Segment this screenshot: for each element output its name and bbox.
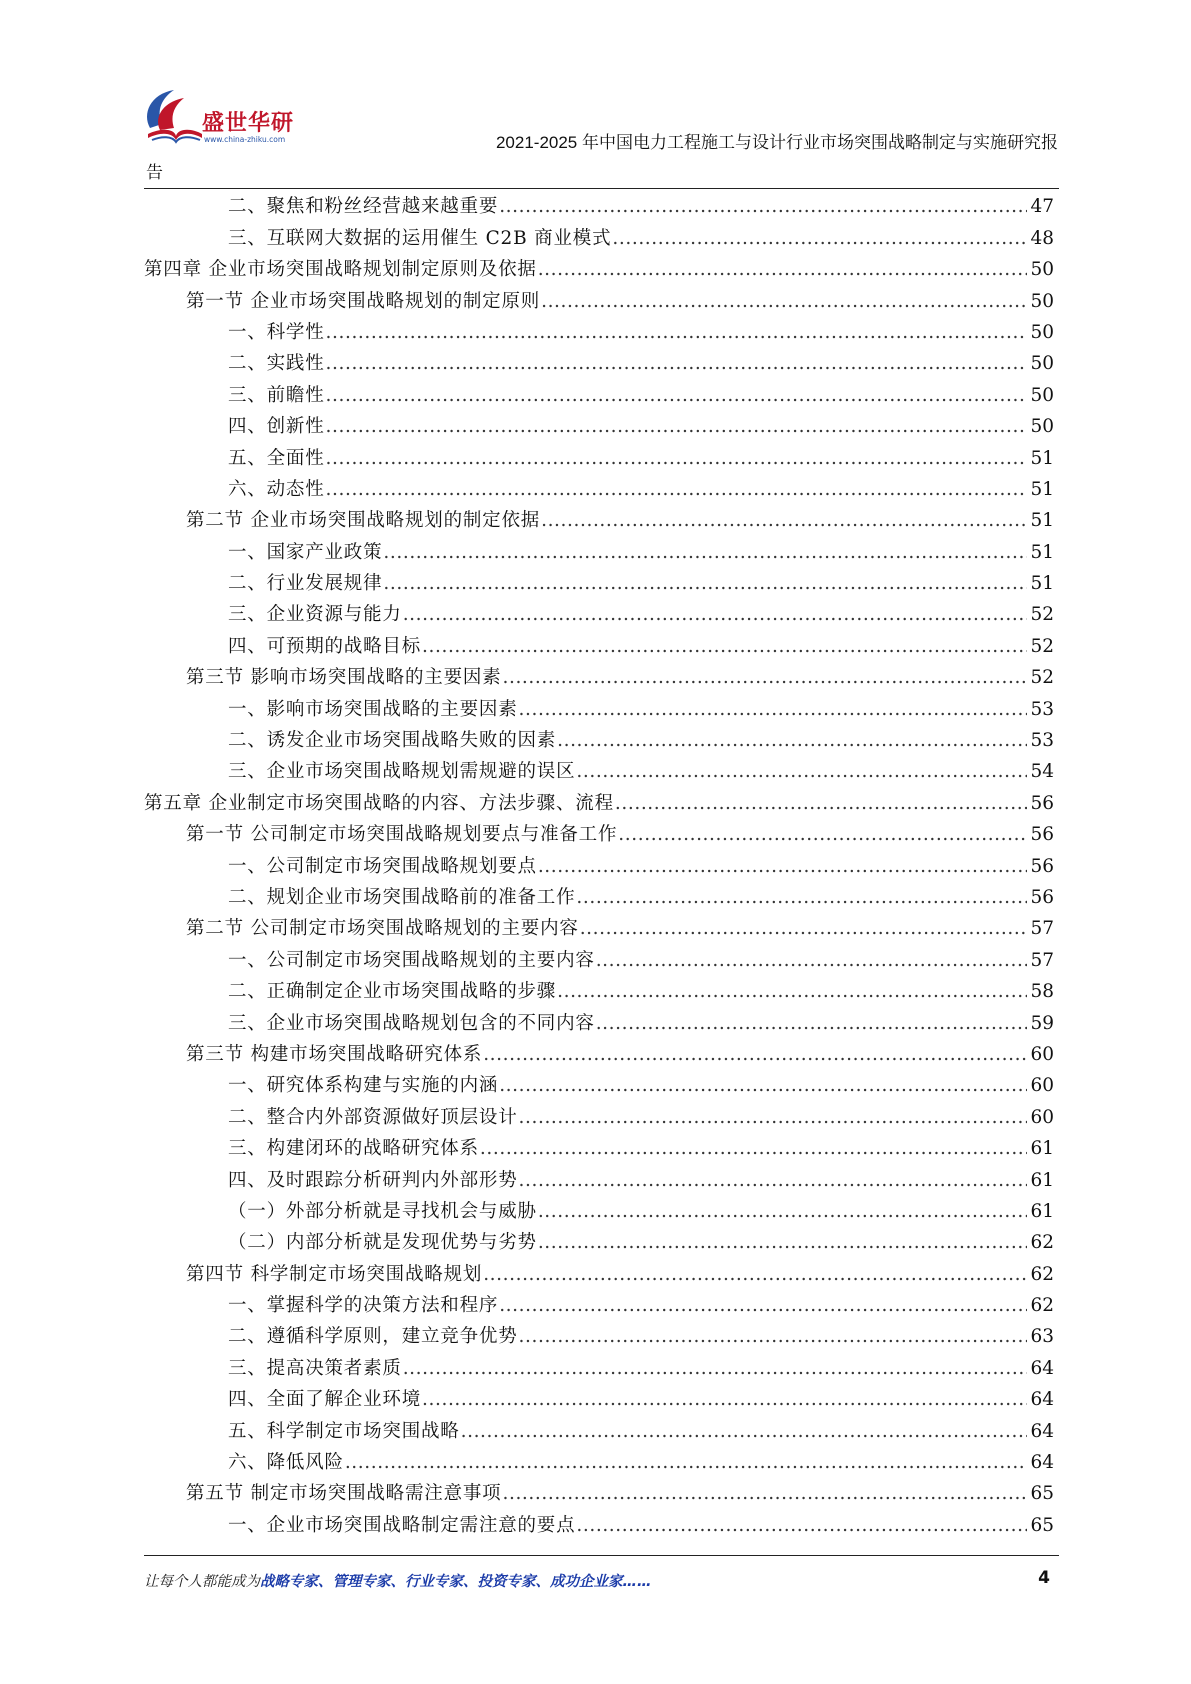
toc-entry[interactable] (144, 411, 1054, 442)
toc-entry[interactable] (144, 1258, 1054, 1289)
toc-dot-leader (576, 1515, 1027, 1541)
toc-entry[interactable] (144, 882, 1054, 913)
toc-entry-page: 48 (1030, 227, 1054, 249)
toc-entry[interactable] (144, 1164, 1054, 1195)
toc-entry-label: 第三节 影响市场突围战略的主要因素 (186, 667, 502, 693)
report-title-line1: 2021-2025 年中国电力工程施工与设计行业市场突围战略制定与实施研究报 (495, 133, 1058, 152)
toc-entry-page: 51 (1030, 573, 1054, 595)
toc-dot-leader (326, 322, 1027, 348)
toc-entry-page: 52 (1030, 635, 1054, 657)
toc-entry[interactable] (144, 1478, 1054, 1509)
toc-dot-leader (480, 1138, 1027, 1164)
toc-entry-page: 62 (1030, 1263, 1054, 1285)
toc-entry-label: 六、动态性 (228, 479, 326, 505)
toc-entry[interactable] (144, 944, 1054, 975)
toc-dot-leader (483, 1044, 1027, 1070)
toc-entry[interactable] (144, 662, 1054, 693)
toc-dot-leader (612, 228, 1027, 254)
toc-entry[interactable] (144, 787, 1054, 818)
toc-entry-page: 65 (1030, 1483, 1054, 1505)
page-number: 4 (1038, 1568, 1050, 1588)
toc-entry[interactable] (144, 1509, 1054, 1540)
toc-dot-leader (519, 699, 1027, 725)
toc-entry[interactable] (144, 1415, 1054, 1446)
toc-entry-page: 53 (1030, 698, 1054, 720)
toc-entry-label: 三、前瞻性 (228, 385, 326, 411)
logo-url: www.china-zhiku.com (204, 135, 286, 144)
toc-entry-page: 50 (1030, 384, 1054, 406)
toc-entry-page: 47 (1030, 196, 1054, 218)
toc-dot-leader (483, 1264, 1027, 1290)
toc-dot-leader (519, 1170, 1027, 1196)
toc-entry[interactable] (144, 1007, 1054, 1038)
toc-entry-label: 第五章 企业制定市场突围战略的内容、方法步骤、流程 (144, 793, 615, 819)
toc-dot-leader (422, 1389, 1027, 1415)
toc-entry-label: 第二节 企业市场突围战略规划的制定依据 (186, 510, 541, 536)
toc-entry-page: 52 (1030, 667, 1054, 689)
toc-entry-label: 六、降低风险 (228, 1452, 345, 1478)
toc-entry-page: 64 (1030, 1389, 1054, 1411)
toc-entry-page: 65 (1030, 1514, 1054, 1536)
toc-entry-page: 56 (1030, 792, 1054, 814)
toc-dot-leader (519, 1107, 1027, 1133)
toc-entry-label: 第二节 公司制定市场突围战略规划的主要内容 (186, 918, 580, 944)
report-title (146, 125, 1058, 190)
toc-dot-leader (576, 887, 1027, 913)
toc-entry-page: 50 (1030, 321, 1054, 343)
toc-dot-leader (557, 730, 1027, 756)
toc-entry-label: 第一节 企业市场突围战略规划的制定原则 (186, 291, 541, 317)
toc-dot-leader (596, 950, 1027, 976)
toc-entry-label: 一、公司制定市场突围战略规划要点 (228, 856, 538, 882)
footer-divider (144, 1555, 1059, 1556)
toc-entry-label: 四、及时跟踪分析研判内外部形势 (228, 1170, 519, 1196)
toc-entry-page: 56 (1030, 824, 1054, 846)
toc-entry-page: 58 (1030, 981, 1054, 1003)
toc-dot-leader (538, 1232, 1027, 1258)
toc-entry-label: 二、聚焦和粉丝经营越来越重要 (228, 196, 499, 222)
toc-entry-page: 56 (1030, 855, 1054, 877)
toc-entry-page: 53 (1030, 730, 1054, 752)
toc-entry-page: 59 (1030, 1012, 1054, 1034)
toc-entry[interactable] (144, 725, 1054, 756)
toc-dot-leader (383, 542, 1027, 568)
toc-entry[interactable] (144, 254, 1054, 285)
toc-dot-leader (541, 291, 1027, 317)
toc-entry-label: 二、正确制定企业市场突围战略的步骤 (228, 981, 557, 1007)
toc-entry[interactable] (144, 756, 1054, 787)
toc-entry[interactable] (144, 536, 1054, 567)
toc-entry-label: 二、遵循科学原则，建立竞争优势 (228, 1326, 519, 1352)
toc-dot-leader (499, 196, 1027, 222)
toc-entry[interactable] (144, 599, 1054, 630)
toc-entry[interactable] (144, 474, 1054, 505)
toc-dot-leader (519, 1326, 1027, 1352)
toc-entry[interactable] (144, 976, 1054, 1007)
toc-entry-page: 56 (1030, 886, 1054, 908)
toc-entry-label: 一、公司制定市场突围战略规划的主要内容 (228, 950, 596, 976)
toc-entry[interactable] (144, 1290, 1054, 1321)
toc-dot-leader (326, 448, 1027, 474)
toc-entry-page: 60 (1030, 1043, 1054, 1065)
toc-entry-label: 三、构建闭环的战略研究体系 (228, 1138, 480, 1164)
toc-entry[interactable] (144, 379, 1054, 410)
toc-entry[interactable] (144, 317, 1054, 348)
toc-dot-leader (326, 385, 1027, 411)
toc-entry-label: 一、国家产业政策 (228, 542, 383, 568)
toc-entry-label: 四、创新性 (228, 416, 326, 442)
toc-entry-label: 三、互联网大数据的运用催生 C2B 商业模式 (228, 228, 612, 254)
toc-dot-leader (541, 510, 1027, 536)
toc-entry[interactable] (144, 819, 1054, 850)
toc-entry-label: 五、科学制定市场突围战略 (228, 1421, 461, 1447)
toc-dot-leader (383, 573, 1027, 599)
toc-entry-label: 三、企业资源与能力 (228, 604, 403, 630)
toc-entry-label: 四、可预期的战略目标 (228, 636, 422, 662)
toc-entry-label: 二、规划企业市场突围战略前的准备工作 (228, 887, 576, 913)
toc-entry-page: 62 (1030, 1232, 1054, 1254)
toc-entry-label: 一、掌握科学的决策方法和程序 (228, 1295, 499, 1321)
toc-dot-leader (403, 604, 1027, 630)
toc-entry[interactable] (144, 630, 1054, 661)
toc-dot-leader (403, 1358, 1027, 1384)
toc-entry-page: 61 (1030, 1200, 1054, 1222)
table-of-contents (144, 191, 1054, 1541)
toc-entry-page: 64 (1030, 1420, 1054, 1442)
toc-entry-page: 51 (1030, 541, 1054, 563)
toc-entry-label: 三、企业市场突围战略规划需规避的误区 (228, 761, 576, 787)
toc-entry-label: 二、实践性 (228, 353, 326, 379)
toc-entry-page: 60 (1030, 1106, 1054, 1128)
toc-entry-label: 二、诱发企业市场突围战略失败的因素 (228, 730, 557, 756)
toc-entry-label: 二、整合内外部资源做好顶层设计 (228, 1107, 519, 1133)
toc-entry-page: 51 (1030, 478, 1054, 500)
toc-entry-label: 第一节 公司制定市场突围战略规划要点与准备工作 (186, 824, 618, 850)
footer-slogan (144, 1570, 652, 1591)
toc-dot-leader (422, 636, 1027, 662)
toc-entry-page: 51 (1030, 447, 1054, 469)
toc-entry-page: 50 (1030, 353, 1054, 375)
toc-entry-label: 一、研究体系构建与实施的内涵 (228, 1075, 499, 1101)
logo-name: 盛世华研 (202, 111, 295, 136)
toc-entry-page: 54 (1030, 761, 1054, 783)
toc-dot-leader (615, 793, 1027, 819)
toc-dot-leader (538, 259, 1027, 285)
toc-entry-page: 60 (1030, 1075, 1054, 1097)
toc-entry[interactable] (144, 1384, 1054, 1415)
toc-entry-page: 62 (1030, 1295, 1054, 1317)
toc-entry-label: 五、全面性 (228, 448, 326, 474)
toc-entry-page: 51 (1030, 510, 1054, 532)
toc-entry-label: 第五节 制定市场突围战略需注意事项 (186, 1483, 502, 1509)
toc-entry-label: 一、企业市场突围战略制定需注意的要点 (228, 1515, 576, 1541)
toc-entry-label: 第四章 企业市场突围战略规划制定原则及依据 (144, 259, 538, 285)
toc-entry-label: 一、影响市场突围战略的主要因素 (228, 699, 519, 725)
toc-entry-page: 61 (1030, 1169, 1054, 1191)
toc-entry-page: 50 (1030, 290, 1054, 312)
toc-entry[interactable] (144, 1039, 1054, 1070)
toc-entry-page: 64 (1030, 1452, 1054, 1474)
toc-dot-leader (499, 1295, 1027, 1321)
toc-entry[interactable] (144, 1321, 1054, 1352)
toc-entry[interactable] (144, 222, 1054, 253)
toc-entry[interactable] (144, 1196, 1054, 1227)
toc-entry[interactable] (144, 505, 1054, 536)
toc-entry-page: 61 (1030, 1138, 1054, 1160)
toc-entry-page: 64 (1030, 1357, 1054, 1379)
toc-entry[interactable] (144, 1070, 1054, 1101)
toc-dot-leader (538, 856, 1027, 882)
toc-dot-leader (618, 824, 1027, 850)
toc-entry-label: 第四节 科学制定市场突围战略规划 (186, 1264, 483, 1290)
toc-entry[interactable] (144, 1227, 1054, 1258)
toc-dot-leader (596, 1013, 1027, 1039)
toc-dot-leader (326, 479, 1027, 505)
toc-entry-page: 50 (1030, 259, 1054, 281)
toc-entry-label: 三、提高决策者素质 (228, 1358, 403, 1384)
toc-entry-label: 一、科学性 (228, 322, 326, 348)
toc-entry[interactable] (144, 568, 1054, 599)
toc-dot-leader (499, 1075, 1027, 1101)
toc-entry[interactable] (144, 1133, 1054, 1164)
toc-dot-leader (326, 416, 1027, 442)
toc-entry[interactable] (144, 191, 1054, 222)
toc-entry-page: 57 (1030, 918, 1054, 940)
toc-entry-page: 63 (1030, 1326, 1054, 1348)
toc-dot-leader (576, 761, 1027, 787)
toc-entry[interactable] (144, 285, 1054, 316)
toc-entry-page: 57 (1030, 949, 1054, 971)
toc-entry[interactable] (144, 1447, 1054, 1478)
toc-dot-leader (557, 981, 1027, 1007)
toc-entry-label: 第三节 构建市场突围战略研究体系 (186, 1044, 483, 1070)
slogan-prefix: 让每个人都能成为 (144, 1574, 260, 1590)
page-header (0, 0, 1191, 190)
toc-dot-leader (345, 1452, 1027, 1478)
toc-entry-label: 四、全面了解企业环境 (228, 1389, 422, 1415)
toc-entry-label: 三、企业市场突围战略规划包含的不同内容 (228, 1013, 596, 1039)
toc-dot-leader (326, 353, 1027, 379)
toc-entry-label: （一）外部分析就是寻找机会与威胁 (228, 1201, 538, 1227)
toc-entry[interactable] (144, 913, 1054, 944)
report-title-line2: 告 (146, 163, 163, 182)
toc-entry[interactable] (144, 850, 1054, 881)
toc-dot-leader (538, 1201, 1027, 1227)
slogan-highlight: 战略专家、管理专家、行业专家、投资专家、成功企业家…… (260, 1574, 652, 1590)
toc-entry[interactable] (144, 442, 1054, 473)
toc-entry[interactable] (144, 693, 1054, 724)
toc-entry-page: 50 (1030, 416, 1054, 438)
toc-entry[interactable] (144, 1101, 1054, 1132)
toc-dot-leader (461, 1421, 1027, 1447)
header-divider (144, 188, 1059, 189)
toc-dot-leader (502, 1483, 1027, 1509)
toc-dot-leader (580, 918, 1027, 944)
toc-entry-page: 52 (1030, 604, 1054, 626)
toc-entry-label: 二、行业发展规律 (228, 573, 383, 599)
toc-entry[interactable] (144, 348, 1054, 379)
toc-dot-leader (502, 667, 1027, 693)
toc-entry[interactable] (144, 1352, 1054, 1383)
toc-entry-label: （二）内部分析就是发现优势与劣势 (228, 1232, 538, 1258)
